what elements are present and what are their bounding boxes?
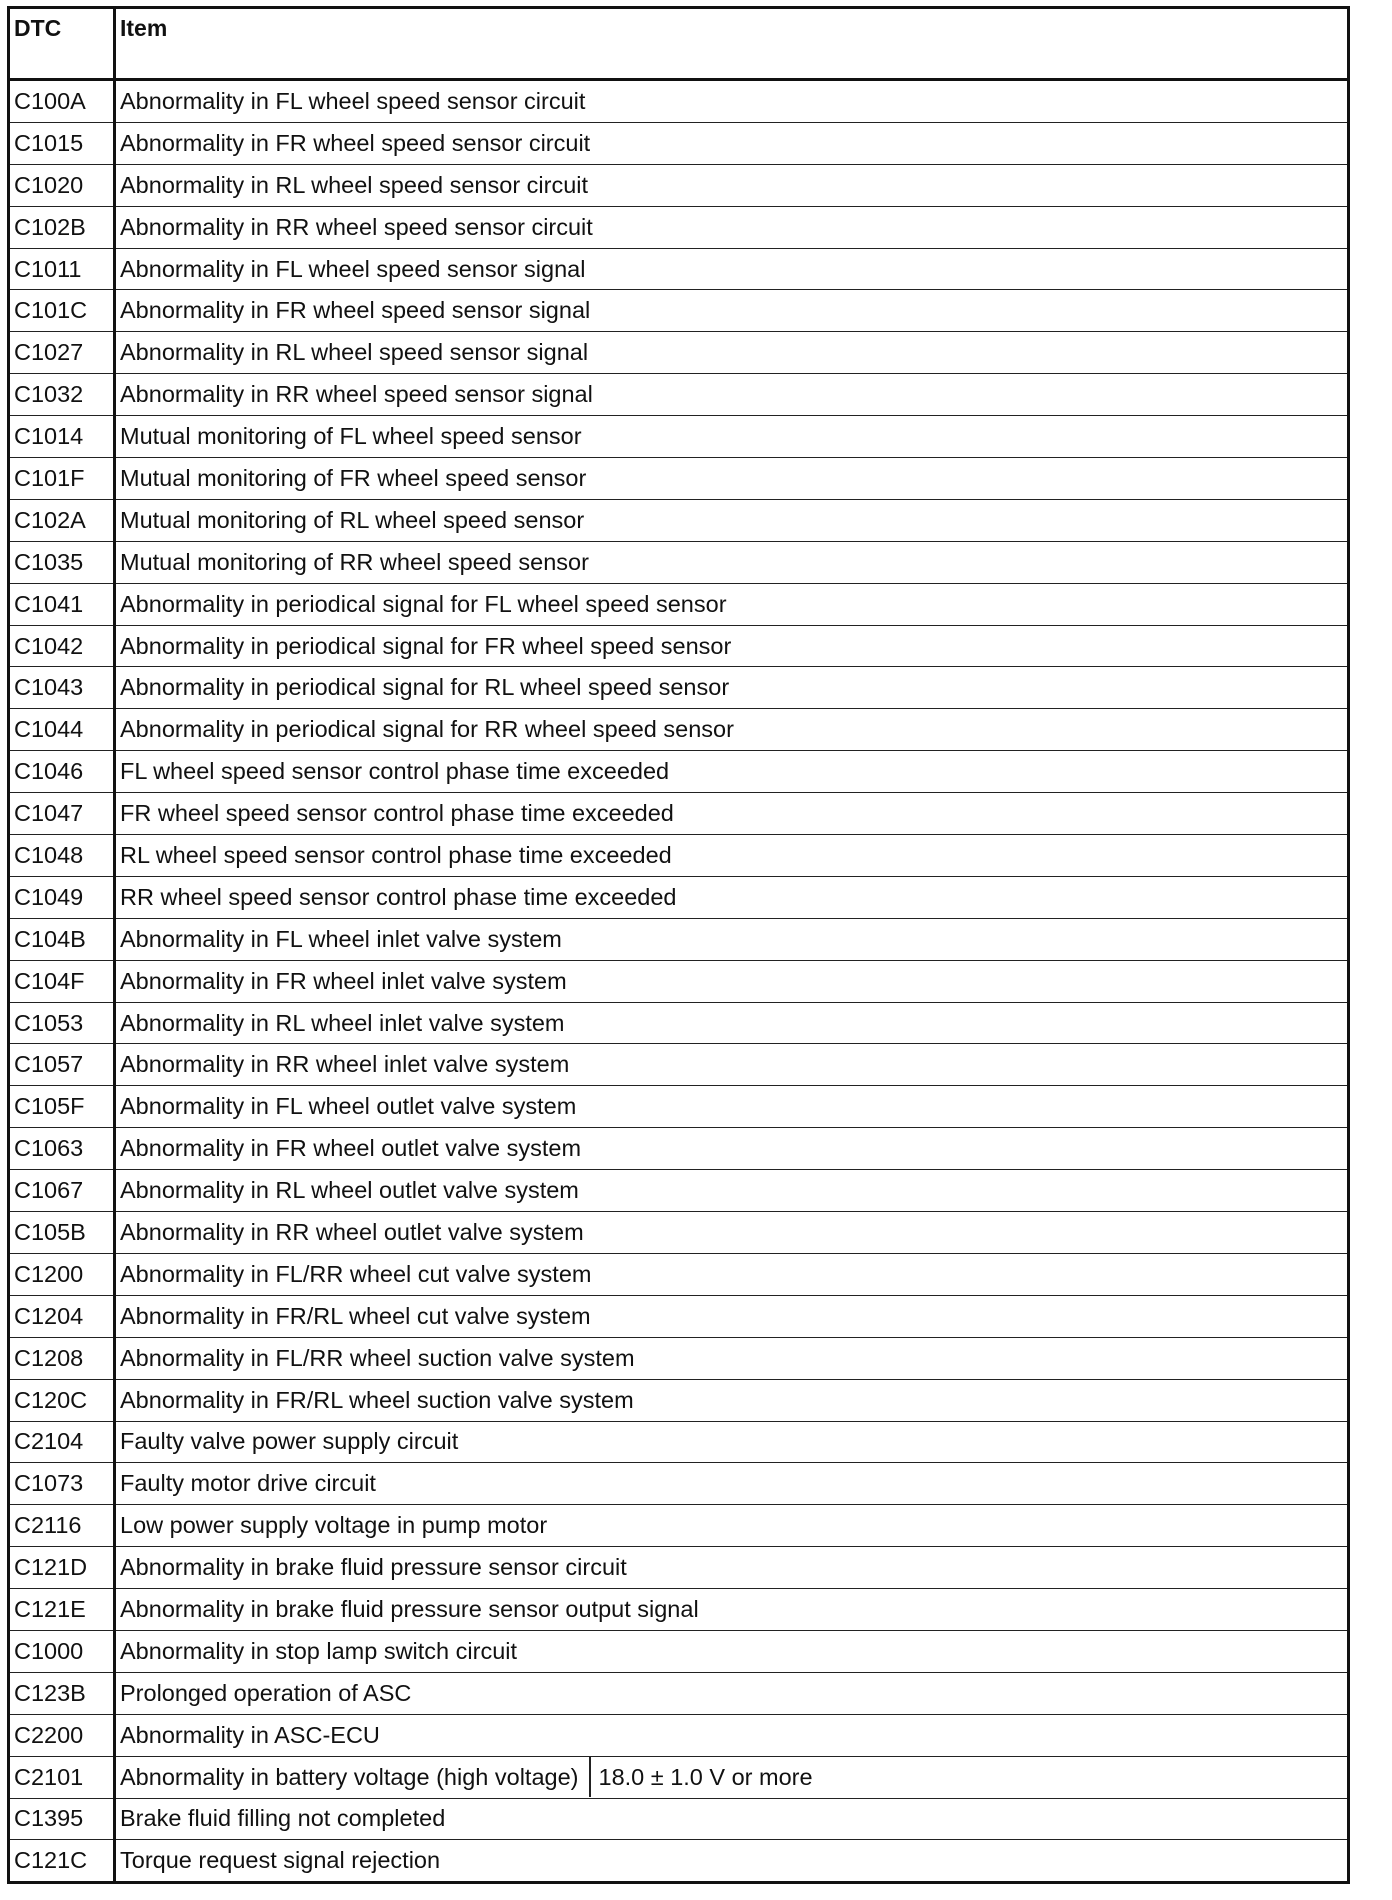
dtc-code: C1027 [9, 332, 115, 374]
table-row [9, 876, 1349, 918]
dtc-item: Faulty motor drive circuit [115, 1463, 1349, 1505]
table-row [9, 290, 1349, 332]
dtc-item: Abnormality in FR wheel inlet valve system [115, 960, 1349, 1002]
dtc-code: C2116 [9, 1505, 115, 1547]
table-row [9, 1128, 1349, 1170]
table-row [9, 1756, 1349, 1798]
dtc-code: C1041 [9, 583, 115, 625]
table-row [9, 1672, 1349, 1714]
table-row [9, 248, 1349, 290]
dtc-item: Abnormality in periodical signal for RR wheel speed sensor [115, 709, 1349, 751]
dtc-code: C1048 [9, 835, 115, 877]
table-row [9, 1547, 1349, 1589]
dtc-item: FR wheel speed sensor control phase time exceeded [115, 793, 1349, 835]
dtc-item: Abnormality in periodical signal for RL wheel speed sensor [115, 667, 1349, 709]
dtc-item: RL wheel speed sensor control phase time exceeded [115, 835, 1349, 877]
dtc-item: Abnormality in FR/RL wheel cut valve system [115, 1295, 1349, 1337]
dtc-item: Abnormality in FR wheel outlet valve system [115, 1128, 1349, 1170]
header-dtc: DTC [9, 8, 115, 80]
dtc-item: Abnormality in FL wheel inlet valve system [115, 918, 1349, 960]
dtc-code: C123B [9, 1672, 115, 1714]
dtc-code: C1053 [9, 1002, 115, 1044]
table-row [9, 1798, 1349, 1840]
dtc-item: Abnormality in RR wheel speed sensor signal [115, 374, 1349, 416]
table-row [9, 1170, 1349, 1212]
table-row [9, 332, 1349, 374]
table-row [9, 793, 1349, 835]
dtc-code: C1208 [9, 1337, 115, 1379]
dtc-threshold: 18.0 ± 1.0 V or more [598, 1763, 813, 1790]
dtc-code: C1204 [9, 1295, 115, 1337]
dtc-code: C1073 [9, 1463, 115, 1505]
dtc-item: Abnormality in RR wheel inlet valve system [115, 1044, 1349, 1086]
table-row [9, 1337, 1349, 1379]
table-row [9, 1840, 1349, 1883]
dtc-code: C2104 [9, 1421, 115, 1463]
table-row [9, 667, 1349, 709]
dtc-code: C1063 [9, 1128, 115, 1170]
header-item: Item [115, 8, 1349, 80]
table-row [9, 206, 1349, 248]
table-row [9, 1044, 1349, 1086]
table-header [9, 8, 1349, 80]
dtc-item: Abnormality in RL wheel inlet valve system [115, 1002, 1349, 1044]
table-row [9, 583, 1349, 625]
dtc-item: RR wheel speed sensor control phase time exceeded [115, 876, 1349, 918]
dtc-item: Abnormality in RL wheel outlet valve system [115, 1170, 1349, 1212]
dtc-code: C2200 [9, 1714, 115, 1756]
table-row [9, 122, 1349, 164]
dtc-code: C1015 [9, 122, 115, 164]
dtc-item-split [120, 1757, 1343, 1797]
dtc-item: Abnormality in FL wheel speed sensor circuit [115, 80, 1349, 123]
dtc-code: C121D [9, 1547, 115, 1589]
dtc-item: Mutual monitoring of FR wheel speed sensor [115, 458, 1349, 500]
dtc-code: C1014 [9, 416, 115, 458]
dtc-code: C102B [9, 206, 115, 248]
dtc-code: C1000 [9, 1630, 115, 1672]
dtc-code: C1044 [9, 709, 115, 751]
table-row [9, 80, 1349, 123]
dtc-item: Brake fluid filling not completed [115, 1798, 1349, 1840]
dtc-item: Abnormality in ASC-ECU [115, 1714, 1349, 1756]
dtc-item: Mutual monitoring of RR wheel speed sensor [115, 541, 1349, 583]
dtc-item: Prolonged operation of ASC [115, 1672, 1349, 1714]
dtc-code: C1200 [9, 1253, 115, 1295]
dtc-item: Low power supply voltage in pump motor [115, 1505, 1349, 1547]
dtc-item: Abnormality in FL/RR wheel suction valve system [115, 1337, 1349, 1379]
dtc-item: Mutual monitoring of RL wheel speed sensor [115, 499, 1349, 541]
table-row [9, 625, 1349, 667]
dtc-item: Abnormality in FL wheel speed sensor signal [115, 248, 1349, 290]
table-row [9, 1714, 1349, 1756]
table-row [9, 1295, 1349, 1337]
table-row [9, 374, 1349, 416]
dtc-code: C101C [9, 290, 115, 332]
dtc-code: C101F [9, 458, 115, 500]
table-row [9, 751, 1349, 793]
dtc-item: Abnormality in FL wheel outlet valve system [115, 1086, 1349, 1128]
dtc-code: C105B [9, 1212, 115, 1254]
dtc-item: Abnormality in brake fluid pressure sensor output signal [115, 1589, 1349, 1631]
table-row [9, 960, 1349, 1002]
table-body [9, 80, 1349, 1883]
dtc-item: Abnormality in RL wheel speed sensor signal [115, 332, 1349, 374]
dtc-item: Abnormality in battery voltage (high voltage) [120, 1757, 591, 1797]
dtc-code: C1067 [9, 1170, 115, 1212]
table-row [9, 835, 1349, 877]
table-row [9, 499, 1349, 541]
dtc-code: C1020 [9, 164, 115, 206]
dtc-item: Faulty valve power supply circuit [115, 1421, 1349, 1463]
table-row [9, 1589, 1349, 1631]
dtc-item: Mutual monitoring of FL wheel speed sensor [115, 416, 1349, 458]
table-row [9, 164, 1349, 206]
dtc-item: Abnormality in RR wheel outlet valve system [115, 1212, 1349, 1254]
table-row [9, 458, 1349, 500]
table-row [9, 1002, 1349, 1044]
dtc-code: C120C [9, 1379, 115, 1421]
table-row [9, 416, 1349, 458]
table-row [9, 1212, 1349, 1254]
dtc-code: C1047 [9, 793, 115, 835]
dtc-code: C2101 [9, 1756, 115, 1798]
dtc-item: Abnormality in periodical signal for FR wheel speed sensor [115, 625, 1349, 667]
table-row [9, 541, 1349, 583]
dtc-code: C1032 [9, 374, 115, 416]
table-row [9, 1421, 1349, 1463]
table-row [9, 709, 1349, 751]
table-row [9, 1463, 1349, 1505]
dtc-code: C1043 [9, 667, 115, 709]
dtc-item: Abnormality in RR wheel speed sensor circuit [115, 206, 1349, 248]
dtc-code: C104B [9, 918, 115, 960]
dtc-code: C1057 [9, 1044, 115, 1086]
dtc-item: Abnormality in brake fluid pressure sensor circuit [115, 1547, 1349, 1589]
dtc-item-cell [115, 1756, 1349, 1798]
dtc-code: C1049 [9, 876, 115, 918]
dtc-item: Abnormality in FL/RR wheel cut valve system [115, 1253, 1349, 1295]
dtc-item: Abnormality in FR/RL wheel suction valve system [115, 1379, 1349, 1421]
dtc-item: Torque request signal rejection [115, 1840, 1349, 1883]
dtc-code: C104F [9, 960, 115, 1002]
dtc-item: Abnormality in RL wheel speed sensor circuit [115, 164, 1349, 206]
dtc-code: C1011 [9, 248, 115, 290]
table-row [9, 1630, 1349, 1672]
table-row [9, 1086, 1349, 1128]
dtc-code: C121E [9, 1589, 115, 1631]
dtc-table [7, 6, 1350, 1884]
table-row [9, 1505, 1349, 1547]
header-row [9, 8, 1349, 80]
dtc-code: C100A [9, 80, 115, 123]
table-row [9, 918, 1349, 960]
dtc-item: Abnormality in periodical signal for FL wheel speed sensor [115, 583, 1349, 625]
dtc-code: C1046 [9, 751, 115, 793]
dtc-item: FL wheel speed sensor control phase time exceeded [115, 751, 1349, 793]
dtc-code: C105F [9, 1086, 115, 1128]
table-row [9, 1379, 1349, 1421]
dtc-code: C1035 [9, 541, 115, 583]
dtc-code: C1042 [9, 625, 115, 667]
dtc-item: Abnormality in FR wheel speed sensor signal [115, 290, 1349, 332]
dtc-code: C121C [9, 1840, 115, 1883]
dtc-item: Abnormality in FR wheel speed sensor circuit [115, 122, 1349, 164]
table-row [9, 1253, 1349, 1295]
dtc-code: C102A [9, 499, 115, 541]
dtc-item: Abnormality in stop lamp switch circuit [115, 1630, 1349, 1672]
dtc-code: C1395 [9, 1798, 115, 1840]
